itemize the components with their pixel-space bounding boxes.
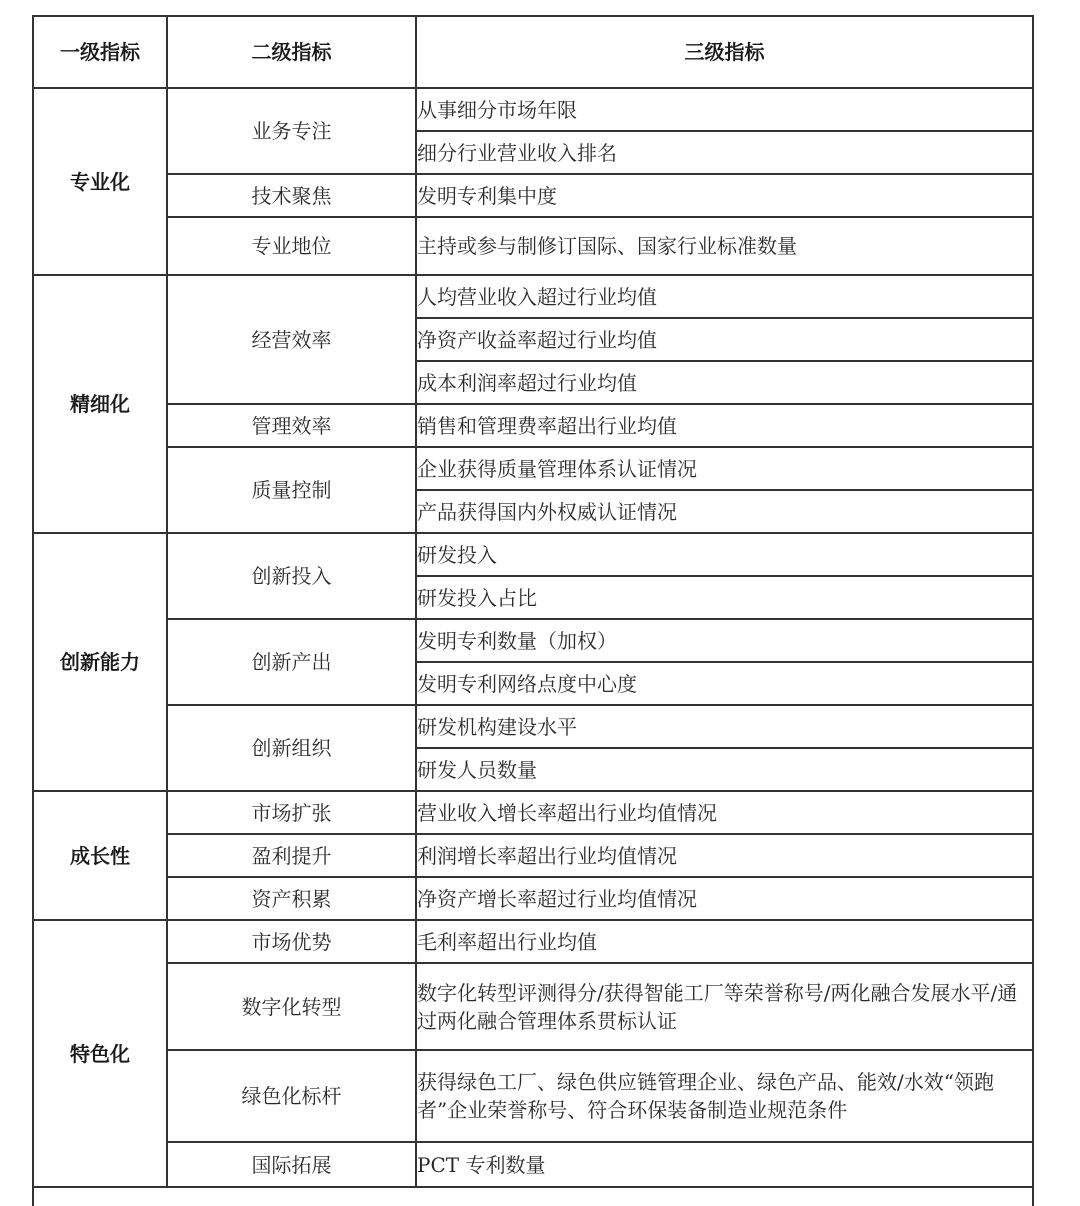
level1-cell: 精细化 [33, 275, 167, 533]
table-row [33, 275, 1033, 318]
table-row [33, 705, 1033, 748]
level2-cell: 专业地位 [167, 217, 416, 275]
table-row [33, 877, 1033, 920]
level3-cell: 研发投入 [416, 533, 1033, 576]
level3-cell: 发明专利网络点度中心度 [416, 662, 1033, 705]
level3-cell: 发明专利数量（加权） [416, 619, 1033, 662]
table-row [33, 963, 1033, 1050]
level3-cell: 研发人员数量 [416, 748, 1033, 791]
level3-cell: 研发投入占比 [416, 576, 1033, 619]
level2-cell: 数字化转型 [167, 963, 416, 1050]
table-row [33, 174, 1033, 217]
level3-cell: 从事细分市场年限 [416, 88, 1033, 131]
indicator-table [32, 15, 1034, 1188]
level2-cell: 经营效率 [167, 275, 416, 404]
level2-cell: 创新组织 [167, 705, 416, 791]
level3-cell: PCT 专利数量 [416, 1142, 1033, 1187]
header-level2: 二级指标 [167, 16, 416, 88]
level1-cell: 专业化 [33, 88, 167, 275]
level3-cell: 利润增长率超出行业均值情况 [416, 834, 1033, 877]
header-level3: 三级指标 [416, 16, 1033, 88]
table-row [33, 791, 1033, 834]
next-table-border [32, 1186, 1034, 1206]
level2-cell: 创新产出 [167, 619, 416, 705]
table-row [33, 404, 1033, 447]
level1-cell: 创新能力 [33, 533, 167, 791]
level2-cell: 技术聚焦 [167, 174, 416, 217]
level2-cell: 国际拓展 [167, 1142, 416, 1187]
level3-cell: 企业获得质量管理体系认证情况 [416, 447, 1033, 490]
table-row [33, 834, 1033, 877]
level3-cell: 营业收入增长率超出行业均值情况 [416, 791, 1033, 834]
level2-cell: 业务专注 [167, 88, 416, 174]
level3-cell: 净资产增长率超过行业均值情况 [416, 877, 1033, 920]
header-row [33, 16, 1033, 88]
level2-cell: 市场优势 [167, 920, 416, 963]
header-level1: 一级指标 [33, 16, 167, 88]
level2-cell: 绿色化标杆 [167, 1050, 416, 1142]
level2-cell: 质量控制 [167, 447, 416, 533]
level1-cell: 成长性 [33, 791, 167, 920]
level3-cell: 细分行业营业收入排名 [416, 131, 1033, 174]
level2-cell: 创新投入 [167, 533, 416, 619]
level2-cell: 资产积累 [167, 877, 416, 920]
table-row [33, 1142, 1033, 1187]
level3-cell: 销售和管理费率超出行业均值 [416, 404, 1033, 447]
level3-cell: 毛利率超出行业均值 [416, 920, 1033, 963]
table-row [33, 88, 1033, 131]
level3-cell: 人均营业收入超过行业均值 [416, 275, 1033, 318]
level3-cell: 产品获得国内外权威认证情况 [416, 490, 1033, 533]
level3-cell: 发明专利集中度 [416, 174, 1033, 217]
level3-cell: 主持或参与制修订国际、国家行业标准数量 [416, 217, 1033, 275]
table-row [33, 533, 1033, 576]
table-row [33, 920, 1033, 963]
indicator-table-container [32, 15, 1032, 1188]
table-row [33, 1050, 1033, 1142]
level1-cell: 特色化 [33, 920, 167, 1187]
level3-cell: 成本利润率超过行业均值 [416, 361, 1033, 404]
table-row [33, 619, 1033, 662]
level2-cell: 市场扩张 [167, 791, 416, 834]
level3-cell: 获得绿色工厂、绿色供应链管理企业、绿色产品、能效/水效“领跑者”企业荣誉称号、符合环保装备制造业规范条件 [416, 1050, 1033, 1142]
level3-cell: 数字化转型评测得分/获得智能工厂等荣誉称号/两化融合发展水平/通过两化融合管理体系贯标认证 [416, 963, 1033, 1050]
table-row [33, 447, 1033, 490]
level2-cell: 盈利提升 [167, 834, 416, 877]
level3-cell: 研发机构建设水平 [416, 705, 1033, 748]
level3-cell: 净资产收益率超过行业均值 [416, 318, 1033, 361]
table-row [33, 217, 1033, 275]
level2-cell: 管理效率 [167, 404, 416, 447]
